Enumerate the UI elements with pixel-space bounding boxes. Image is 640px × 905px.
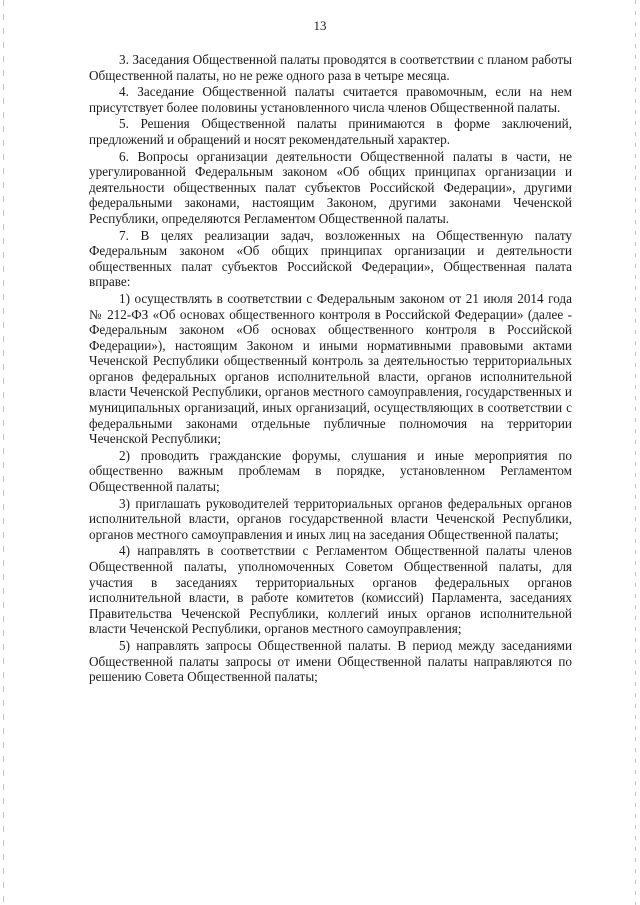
scan-right-edge (635, 0, 636, 905)
scan-left-edge (3, 0, 4, 905)
page-number: 13 (313, 18, 327, 33)
list-item-3: 3) приглашать руководителей территориальных органов федеральных органов исполнительной власти, органов государственной власти Чеченской Республики, органов местного самоуправления и иных лиц на заседания Общественной палаты; (89, 495, 572, 542)
document-body (89, 52, 572, 685)
list-item-1: 1) осуществлять в соответствии с Федеральным законом от 21 июля 2014 года № 212-ФЗ «Об основах общественного контроля в Российской Федерации» (далее - Федеральным законом «Об основах общественного контроля в Российской Федерации»), настоящим Законом и иными нормативными правовыми актами Чеченской Республики общественный контроль за деятельностью территориальных органов федеральных органов исполнительной власти, органов исполнительной власти Чеченской Республики, органов местного самоуправления, государственных и муниципальных организаций, иных организаций, осуществляющих в соответствии с федеральными законами отдельные публичные полномочия на территории Чеченской Республики; (89, 290, 572, 447)
paragraph-3: 3. Заседания Общественной палаты проводятся в соответствии с планом работы Общественной палаты, но не реже одного раза в четыре месяца. (89, 52, 572, 83)
list-item-5: 5) направлять запросы Общественной палаты. В период между заседаниями Общественной палаты запросы от имени Общественной палаты направляются по решению Совета Общественной палаты; (89, 637, 572, 685)
paragraph-7: 7. В целях реализации задач, возложенных на Общественную палату Федеральным законом «Об общих принципах организации и деятельности общественных палат субъектов Российской Федерации», Общественная палата вправе: (89, 227, 572, 290)
list-item-4: 4) направлять в соответствии с Регламентом Общественной палаты членов Общественной палаты, уполномоченных Советом Общественной палаты, для участия в заседаниях территориальных органов федеральных органов исполнительной власти, в работе комитетов (комиссий) Парламента, заседаниях Правительства Чеченской Республики, коллегий иных органов исполнительной власти Чеченской Республики, органов местного самоуправления; (89, 543, 572, 637)
paragraph-6: 6. Вопросы организации деятельности Общественной палаты в части, не урегулированной Федеральным законом «Об общих принципах организации и деятельности общественных палат субъектов Российской Федерации», другими федеральными законами, настоящим Законом, другими законами Чеченской Республики, определяются Регламентом Общественной палаты. (89, 148, 572, 226)
paragraph-4: 4. Заседание Общественной палаты считается правомочным, если на нем присутствует более половины установленного числа членов Общественной палаты. (89, 84, 572, 115)
paragraph-5: 5. Решения Общественной палаты принимаются в форме заключений, предложений и обращений и носят рекомендательный характер. (89, 116, 572, 147)
list-item-2: 2) проводить гражданские форумы, слушания и иные мероприятия по общественно важным проблемам в порядке, установленном Регламентом Общественной палаты; (89, 447, 572, 495)
